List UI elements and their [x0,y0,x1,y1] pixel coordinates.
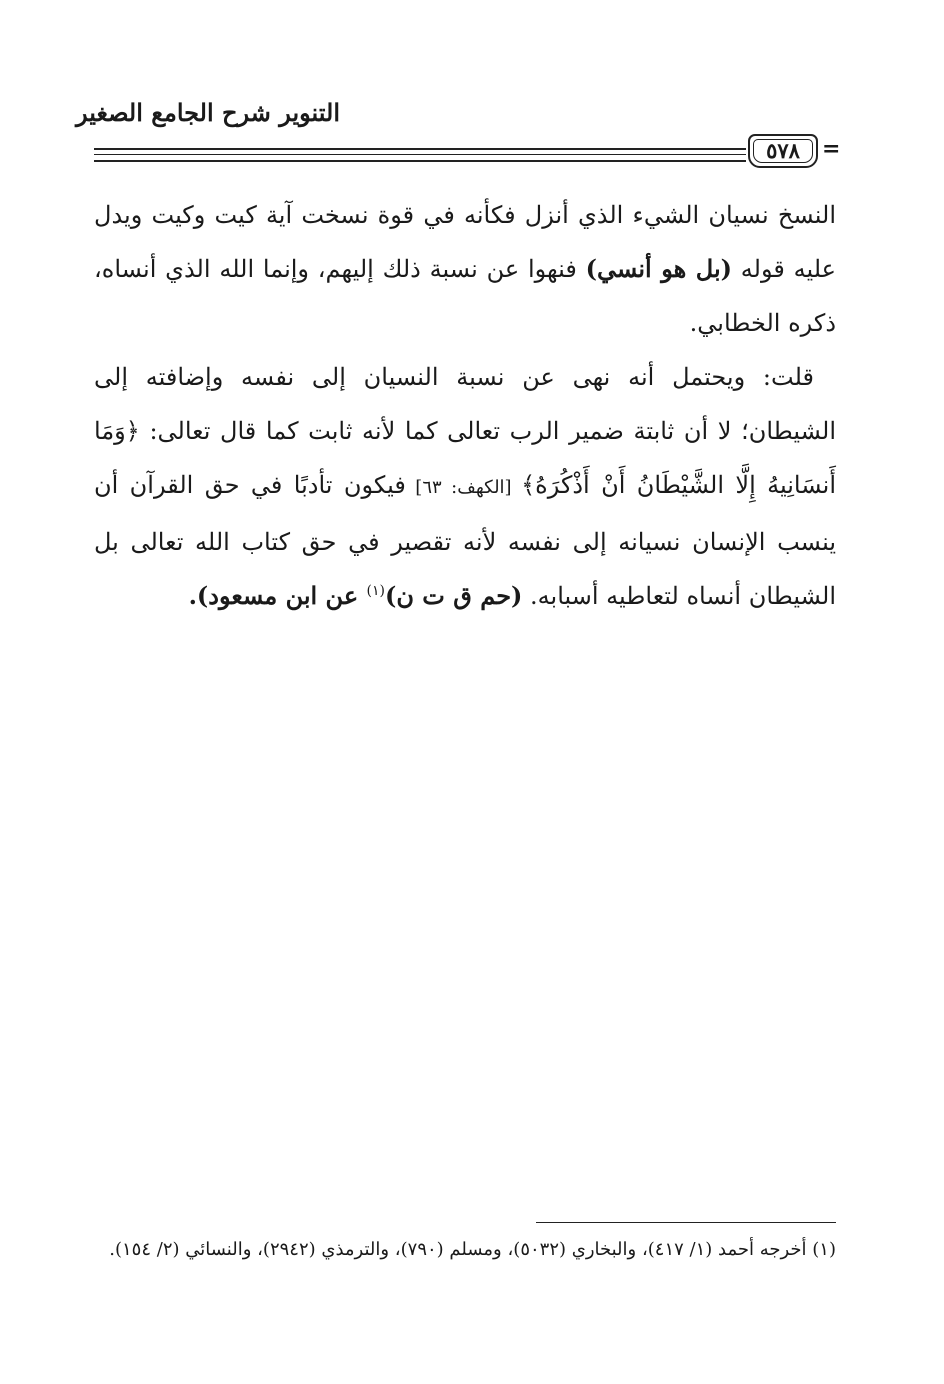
footnote-1: (١) أخرجه أحمد (١/ ٤١٧)، والبخاري (٥٠٣٢)، ومسلم (٧٩٠)، والترمذي (٢٩٤٢)، والنسائي (٢/ ١٥٤). [109,1239,836,1260]
header-rule-middle [94,154,746,155]
p1-text-b: فنهوا عن نسبة ذلك إليهم، وإنما الله الذي أنساه، ذكره الخطابي. [94,255,836,337]
p1-bold-quote: (بل هو أنسي) [585,254,732,283]
p2-bold-narrator: عن ابن مسعود). [188,581,367,610]
running-header-title: التنوير شرح الجامع الصغير [76,98,340,127]
p2-text-b: فيكون تأدبًا في حق القرآن أن ينسب الإنسان نسيانه إلى نفسه لأنه تقصير في حق كتاب الله تعالى بل الشيطان أنساه لتعاطيه أسبابه. [94,471,836,610]
p2-text-a: قلت: ويحتمل أنه نهى عن نسبة النسيان إلى نفسه وإضافته إلى الشيطان؛ لا أن ثابتة ضمير الرب تعالى كما لأنه ثابت كما قال تعالى: [94,363,836,445]
page-number: ٥٧٨ [766,138,800,163]
p2-quran-verse: ﴿وَمَا أَنسَانِيهُ إِلَّا الشَّيْطَانُ أَنْ أَذْكُرَهُ﴾ [94,417,836,499]
header-rule-top [94,148,746,150]
body-text [94,188,836,623]
p2-citation: [الكهف: ٦٣] [405,477,522,498]
footnote-separator [536,1222,836,1223]
header-rule-bottom [94,160,746,162]
p1-text-a: النسخ نسيان الشيء الذي أنزل فكأنه في قوة نسخت آية كيت وكيت ويدل عليه قوله [94,201,836,283]
footnotes [94,1232,836,1268]
page-number-box [748,134,818,168]
header-edge-mark: = [822,136,841,162]
p2-bold-sources: (حم ق ت ن) [384,581,523,610]
paragraph-2 [94,350,836,623]
footnote-ref-1: (١) [366,583,385,599]
paragraph-1 [94,188,836,350]
